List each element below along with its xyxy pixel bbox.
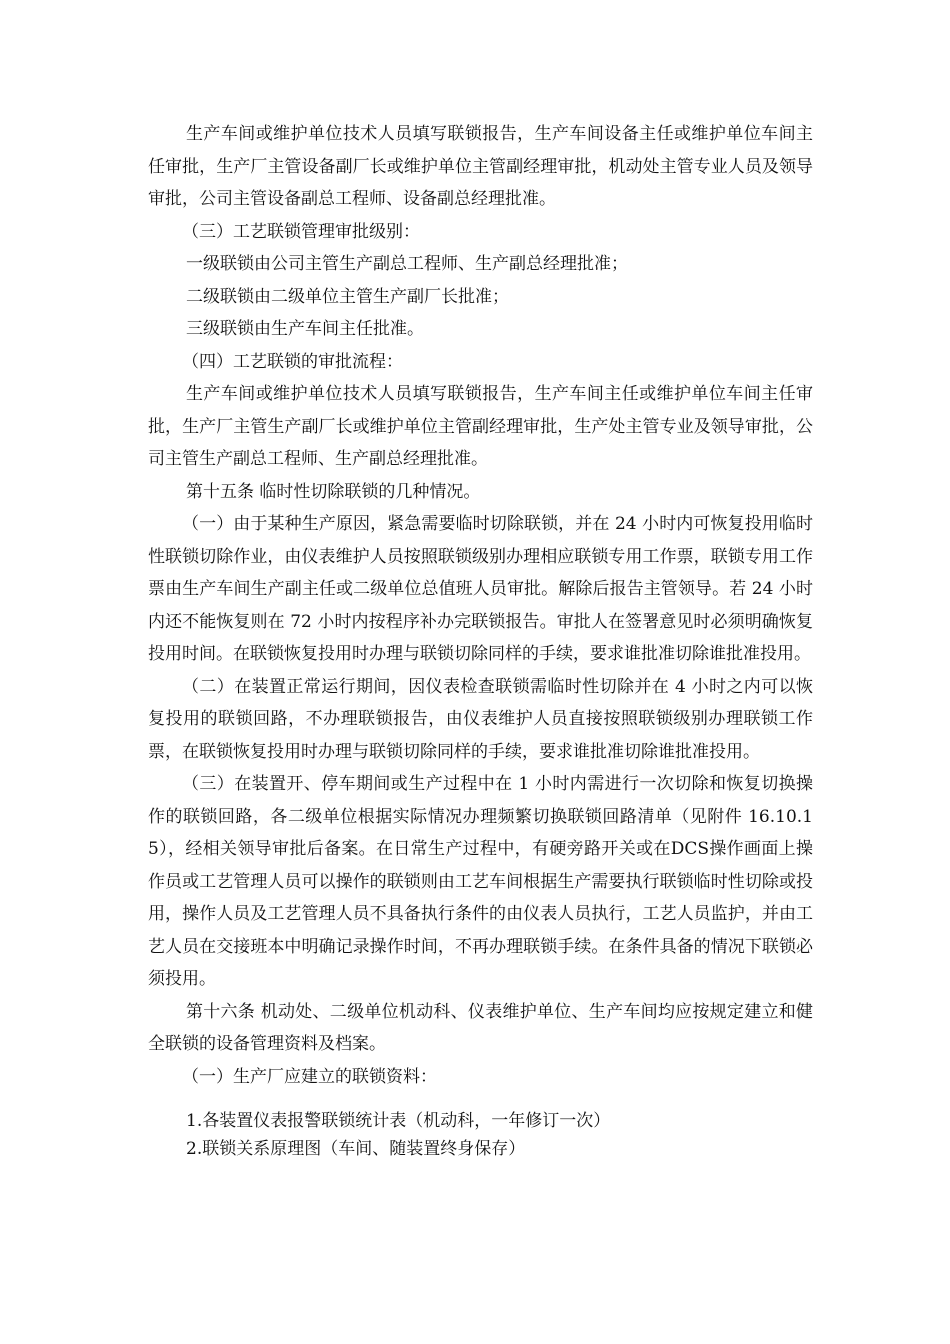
heading-plant-interlock-records: （一）生产厂应建立的联锁资料： [182,1066,437,1087]
records-list [148,1107,813,1163]
article-fifteen-heading: 第十五条 临时性切除联锁的几种情况。 [186,481,481,502]
paragraph-process-approval-flow: 生产车间或维护单位技术人员填写联锁报告，生产车间主任或维护单位车间主任审批，生产厂主管生产副厂长或维护单位主管副经理审批，生产处主管专业及领导审批，公司主管生产副总工程师、生产副总经理批准。 [148,384,813,469]
heading-process-approval-flow: （四）工艺联锁的审批流程： [182,351,403,372]
paragraph-equipment-approval-flow: 生产车间或维护单位技术人员填写联锁报告，生产车间设备主任或维护单位车间主任审批，生产厂主管设备副厂长或维护单位主管副经理审批，机动处主管专业人员及领导审批，公司主管设备副总工程师、设备副总经理批准。 [148,124,813,209]
article-sixteen-heading: 第十六条 机动处、二级单位机动科、仪表维护单位、生产车间均应按规定建立和健全联锁的设备管理资料及档案。 [148,1001,813,1054]
heading-process-approval-levels: （三）工艺联锁管理审批级别： [182,221,420,242]
paragraph-instrument-check-bypass: （二）在装置正常运行期间，因仪表检查联锁需临时性切除并在 4 小时之内可以恢复投用的联锁回路，不办理联锁报告，由仪表维护人员直接按照联锁级别办理联锁工作票，在联锁恢复投用时办理与联锁切除同样的手续，要求谁批准切除谁批准投用。 [148,676,813,762]
list-item: 2.联锁关系原理图（车间、随装置终身保存） [186,1139,526,1159]
paragraph-level-two: 二级联锁由二级单位主管生产副厂长批准； [186,286,509,307]
paragraph-level-one: 一级联锁由公司主管生产副总工程师、生产副总经理批准； [186,254,628,274]
list-item: 1.各装置仪表报警联锁统计表（机动科，一年修订一次） [186,1111,611,1131]
document-body [148,118,813,1163]
paragraph-startup-shutdown-bypass: （三）在装置开、停车期间或生产过程中在 1 小时内需进行一次切除和恢复切换操作的联锁回路，各二级单位根据实际情况办理频繁切换联锁回路清单（见附件 16.10.15），经相关领导审批后备案。在日常生产过程中，有硬旁路开关或在DCS操作画面上操作员或工艺管理人员可以操作的联锁则由工艺车间根据生产需要执行联锁临时性切除或投用，操作人员及工艺管理人员不具备执行条件的由仪表人员执行，工艺人员监护，并由工艺人员在交接班本中明确记录操作时间，不再办理联锁手续。在条件具备的情况下联锁必须投用。 [148,774,813,989]
paragraph-level-three: 三级联锁由生产车间主任批准。 [186,319,424,339]
paragraph-emergency-bypass: （一）由于某种生产原因，紧急需要临时切除联锁，并在 24 小时内可恢复投用临时性联锁切除作业，由仪表维护人员按照联锁级别办理相应联锁专用工作票，联锁专用工作票由生产车间生产副主任或二级单位总值班人员审批。解除后报告主管领导。若 24 小时内还不能恢复则在 72 小时内按程序补办完联锁报告。审批人在签署意见时必须明确恢复投用时间。在联锁恢复投用时办理与联锁切除同样的手续，要求谁批准切除谁批准投用。 [148,514,813,664]
